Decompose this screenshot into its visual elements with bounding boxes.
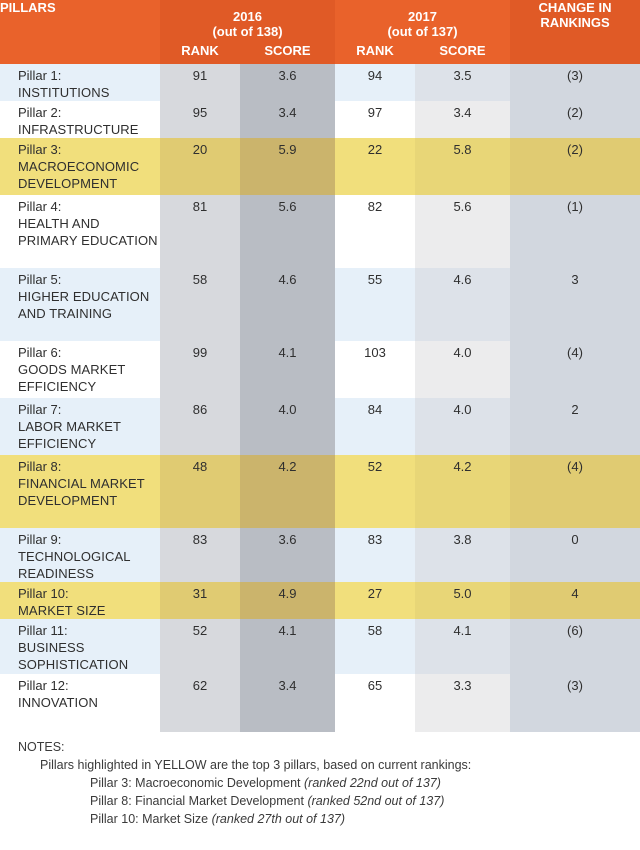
- change-cell: 0: [510, 528, 640, 582]
- score-2016-cell: 4.6: [240, 268, 335, 341]
- header-2016-sub: (out of 138): [212, 24, 283, 39]
- header-2017: [335, 0, 510, 42]
- header-change-label: CHANGE IN RANKINGS: [538, 0, 612, 30]
- notes-item: [18, 792, 471, 810]
- pillar-number: Pillar 2:: [18, 105, 62, 120]
- pillar-number: Pillar 5:: [18, 272, 62, 287]
- score-2017-cell: 4.0: [415, 398, 510, 455]
- pillar-number: Pillar 7:: [18, 402, 62, 417]
- rank-2017-cell: 84: [335, 398, 415, 455]
- pillar-name: LABOR MARKET EFFICIENCY: [18, 419, 121, 451]
- rank-2017-cell: 27: [335, 582, 415, 619]
- change-cell: 2: [510, 398, 640, 455]
- rank-2017-cell: 55: [335, 268, 415, 341]
- pillar-cell: [0, 582, 160, 619]
- rank-2016-cell: 31: [160, 582, 240, 619]
- score-2016-cell: 4.1: [240, 619, 335, 674]
- header-rank-2016: RANK: [160, 42, 240, 64]
- header-score-2016: SCORE: [240, 42, 335, 64]
- rank-2017-cell: 58: [335, 619, 415, 674]
- score-2017-cell: 4.0: [415, 341, 510, 398]
- notes-item-label: Pillar 10: Market Size: [90, 812, 209, 826]
- notes-intro: Pillars highlighted in YELLOW are the top 3 pillars, based on current rankings:: [40, 758, 472, 772]
- pillar-cell: [0, 398, 160, 455]
- pillar-name: HIGHER EDUCATION AND TRAINING: [18, 289, 150, 321]
- change-cell: (2): [510, 138, 640, 195]
- table-row: [0, 138, 640, 195]
- rank-2016-cell: 91: [160, 64, 240, 101]
- pillar-name: FINANCIAL MARKET DEVELOPMENT: [18, 476, 145, 508]
- rank-2017-cell: 65: [335, 674, 415, 732]
- score-2017-cell: 3.3: [415, 674, 510, 732]
- change-cell: (2): [510, 101, 640, 138]
- rank-2017-cell: 82: [335, 195, 415, 268]
- notes-title: NOTES:: [18, 740, 65, 754]
- rank-2016-cell: 86: [160, 398, 240, 455]
- change-cell: (3): [510, 674, 640, 732]
- pillar-cell: [0, 268, 160, 341]
- change-cell: (4): [510, 455, 640, 528]
- rank-2016-cell: 81: [160, 195, 240, 268]
- rank-2017-cell: 83: [335, 528, 415, 582]
- pillar-cell: [0, 528, 160, 582]
- pillar-cell: [0, 101, 160, 138]
- pillar-cell: [0, 455, 160, 528]
- change-cell: (1): [510, 195, 640, 268]
- pillar-cell: [0, 619, 160, 674]
- rank-2017-cell: 94: [335, 64, 415, 101]
- score-2017-cell: 4.2: [415, 455, 510, 528]
- score-2017-cell: 3.5: [415, 64, 510, 101]
- notes-item: [18, 774, 471, 792]
- score-2017-cell: 5.0: [415, 582, 510, 619]
- notes: [18, 738, 471, 828]
- table-row: [0, 619, 640, 674]
- score-2016-cell: 3.6: [240, 64, 335, 101]
- pillar-name: HEALTH AND PRIMARY EDUCATION: [18, 216, 158, 248]
- rank-2017-cell: 97: [335, 101, 415, 138]
- pillar-number: Pillar 11:: [18, 623, 68, 638]
- table-row: [0, 528, 640, 582]
- notes-item-detail: (ranked 22nd out of 137): [304, 776, 441, 790]
- table-row: [0, 341, 640, 398]
- pillar-number: Pillar 6:: [18, 345, 62, 360]
- header-pillars: PILLARS: [0, 0, 160, 64]
- header-2016-year: 2016: [233, 9, 262, 24]
- pillar-cell: [0, 195, 160, 268]
- notes-item-label: Pillar 3: Macroeconomic Development: [90, 776, 301, 790]
- change-cell: 4: [510, 582, 640, 619]
- table-row: [0, 455, 640, 528]
- pillar-number: Pillar 1:: [18, 68, 62, 83]
- rank-2016-cell: 83: [160, 528, 240, 582]
- table-row: [0, 582, 640, 619]
- notes-item-detail: (ranked 27th out of 137): [211, 812, 346, 826]
- pillar-name: GOODS MARKET EFFICIENCY: [18, 362, 126, 394]
- table-row: [0, 195, 640, 268]
- notes-item-label: Pillar 8: Financial Market Development: [90, 794, 304, 808]
- score-2016-cell: 3.4: [240, 101, 335, 138]
- table-row: [0, 398, 640, 455]
- pillar-cell: [0, 674, 160, 732]
- pillar-name: INFRASTRUCTURE: [18, 122, 139, 137]
- header-2017-sub: (out of 137): [387, 24, 458, 39]
- rank-2017-cell: 22: [335, 138, 415, 195]
- header-rank-2017: RANK: [335, 42, 415, 64]
- table-row: [0, 101, 640, 138]
- pillar-name: INNOVATION: [18, 695, 98, 710]
- rank-2016-cell: 62: [160, 674, 240, 732]
- pillar-number: Pillar 4:: [18, 199, 62, 214]
- pillar-name: TECHNOLOGICAL READINESS: [18, 549, 131, 581]
- table-row: [0, 674, 640, 732]
- pillar-number: Pillar 9:: [18, 532, 62, 547]
- pillar-number: Pillar 10:: [18, 586, 69, 601]
- score-2017-cell: 4.1: [415, 619, 510, 674]
- notes-items: [18, 774, 471, 828]
- score-2016-cell: 5.9: [240, 138, 335, 195]
- score-2017-cell: 3.8: [415, 528, 510, 582]
- pillar-number: Pillar 12:: [18, 678, 69, 693]
- rank-2016-cell: 99: [160, 341, 240, 398]
- pillar-cell: [0, 64, 160, 101]
- score-2017-cell: 4.6: [415, 268, 510, 341]
- score-2016-cell: 4.9: [240, 582, 335, 619]
- rank-2017-cell: 103: [335, 341, 415, 398]
- score-2017-cell: 5.6: [415, 195, 510, 268]
- notes-item-detail: (ranked 52nd out of 137): [307, 794, 445, 808]
- table-row: [0, 64, 640, 101]
- rank-2016-cell: 58: [160, 268, 240, 341]
- pillar-name: MACROECONOMIC DEVELOPMENT: [18, 159, 140, 191]
- score-2017-cell: 3.4: [415, 101, 510, 138]
- change-cell: (6): [510, 619, 640, 674]
- score-2016-cell: 5.6: [240, 195, 335, 268]
- rank-2016-cell: 20: [160, 138, 240, 195]
- pillar-name: BUSINESS SOPHISTICATION: [18, 640, 129, 672]
- header-2017-year: 2017: [408, 9, 437, 24]
- change-cell: (4): [510, 341, 640, 398]
- score-2017-cell: 5.8: [415, 138, 510, 195]
- notes-item: [18, 810, 471, 828]
- pillar-number: Pillar 8:: [18, 459, 62, 474]
- score-2016-cell: 4.2: [240, 455, 335, 528]
- header-row: [0, 0, 640, 42]
- change-cell: 3: [510, 268, 640, 341]
- score-2016-cell: 4.0: [240, 398, 335, 455]
- score-2016-cell: 3.6: [240, 528, 335, 582]
- header-2016: [160, 0, 335, 42]
- pillar-number: Pillar 3:: [18, 142, 62, 157]
- score-2016-cell: 4.1: [240, 341, 335, 398]
- rank-2016-cell: 52: [160, 619, 240, 674]
- rank-2017-cell: 52: [335, 455, 415, 528]
- table-row: [0, 268, 640, 341]
- header-change: [510, 0, 640, 64]
- pillar-cell: [0, 138, 160, 195]
- change-cell: (3): [510, 64, 640, 101]
- pillar-name: INSTITUTIONS: [18, 85, 110, 100]
- pillar-cell: [0, 341, 160, 398]
- rank-2016-cell: 48: [160, 455, 240, 528]
- score-2016-cell: 3.4: [240, 674, 335, 732]
- rank-2016-cell: 95: [160, 101, 240, 138]
- table-body: [0, 64, 640, 732]
- pillar-name: MARKET SIZE: [18, 603, 106, 618]
- header-score-2017: SCORE: [415, 42, 510, 64]
